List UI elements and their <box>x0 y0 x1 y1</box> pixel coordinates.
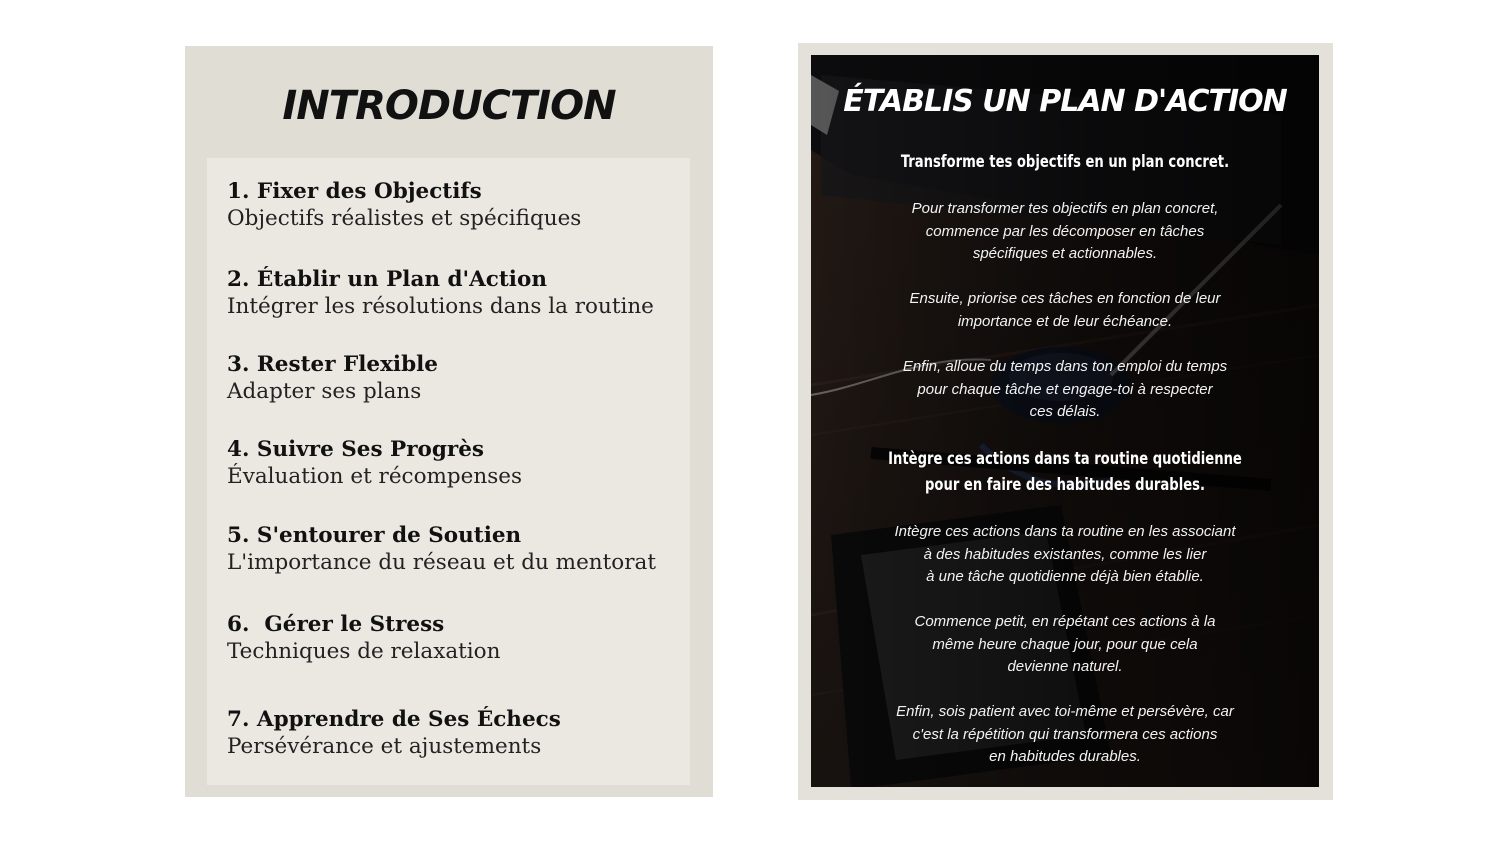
toc-item-heading: 3. Rester Flexible <box>227 352 438 377</box>
paragraph-associate-habits: Intègre ces actions dans ta routine en les associant à des habitudes existantes, comme les lier à une tâche quotidienne déjà bien établie. <box>894 523 1236 585</box>
toc-item-subtitle: Persévérance et ajustements <box>227 734 542 759</box>
toc-item-2 <box>227 266 677 320</box>
section-heading-routine: Intègre ces actions dans ta routine quotidienne pour en faire des habitudes durables. <box>888 449 1242 495</box>
toc-item-4 <box>227 436 677 490</box>
action-plan-title: ÉTABLIS UN PLAN D'ACTION <box>843 84 1287 119</box>
action-plan-card <box>798 43 1333 800</box>
paragraph-prioritize: Ensuite, priorise ces tâches en fonction de leur importance et de leur échéance. <box>909 290 1221 330</box>
toc-item-heading: 5. S'entourer de Soutien <box>227 523 522 548</box>
toc-item-heading: 6. Gérer le Stress <box>227 612 445 637</box>
toc-item-7 <box>227 706 677 760</box>
paragraph-decompose: Pour transformer tes objectifs en plan concret, commence par les décomposer en tâches spécifiques et actionnables. <box>911 200 1219 262</box>
desk-photo-background <box>811 55 1319 787</box>
paragraph-start-small: Commence petit, en répétant ces actions à la même heure chaque jour, pour que cela devienne naturel. <box>914 613 1216 675</box>
toc-item-heading: 1. Fixer des Objectifs <box>227 179 482 204</box>
toc-item-subtitle: Techniques de relaxation <box>227 639 501 664</box>
paragraph-be-patient: Enfin, sois patient avec toi-même et persévère, car c'est la répétition qui transformera ces actions en habitudes durables. <box>896 703 1234 765</box>
toc-item-1 <box>227 178 677 232</box>
toc-item-5 <box>227 522 677 576</box>
toc-item-subtitle: Adapter ses plans <box>227 379 422 404</box>
toc-item-heading: 2. Établir un Plan d'Action <box>227 267 547 292</box>
section-heading-plan: Transforme tes objectifs en un plan concret. <box>900 152 1230 172</box>
introduction-title: INTRODUCTION <box>282 83 616 129</box>
paragraph-allocate-time: Enfin, alloue du temps dans ton emploi du temps pour chaque tâche et engage-toi à respecter ces délais. <box>902 358 1228 420</box>
toc-item-subtitle: Intégrer les résolutions dans la routine <box>227 294 654 319</box>
toc-item-6 <box>227 611 677 665</box>
table-of-contents <box>207 158 690 785</box>
toc-item-subtitle: L'importance du réseau et du mentorat <box>227 550 656 575</box>
introduction-card <box>185 46 713 797</box>
toc-item-subtitle: Objectifs réalistes et spécifiques <box>227 206 582 231</box>
toc-item-heading: 4. Suivre Ses Progrès <box>227 437 485 462</box>
toc-item-3 <box>227 351 677 405</box>
toc-item-subtitle: Évaluation et récompenses <box>227 464 523 489</box>
toc-item-heading: 7. Apprendre de Ses Échecs <box>227 707 561 732</box>
